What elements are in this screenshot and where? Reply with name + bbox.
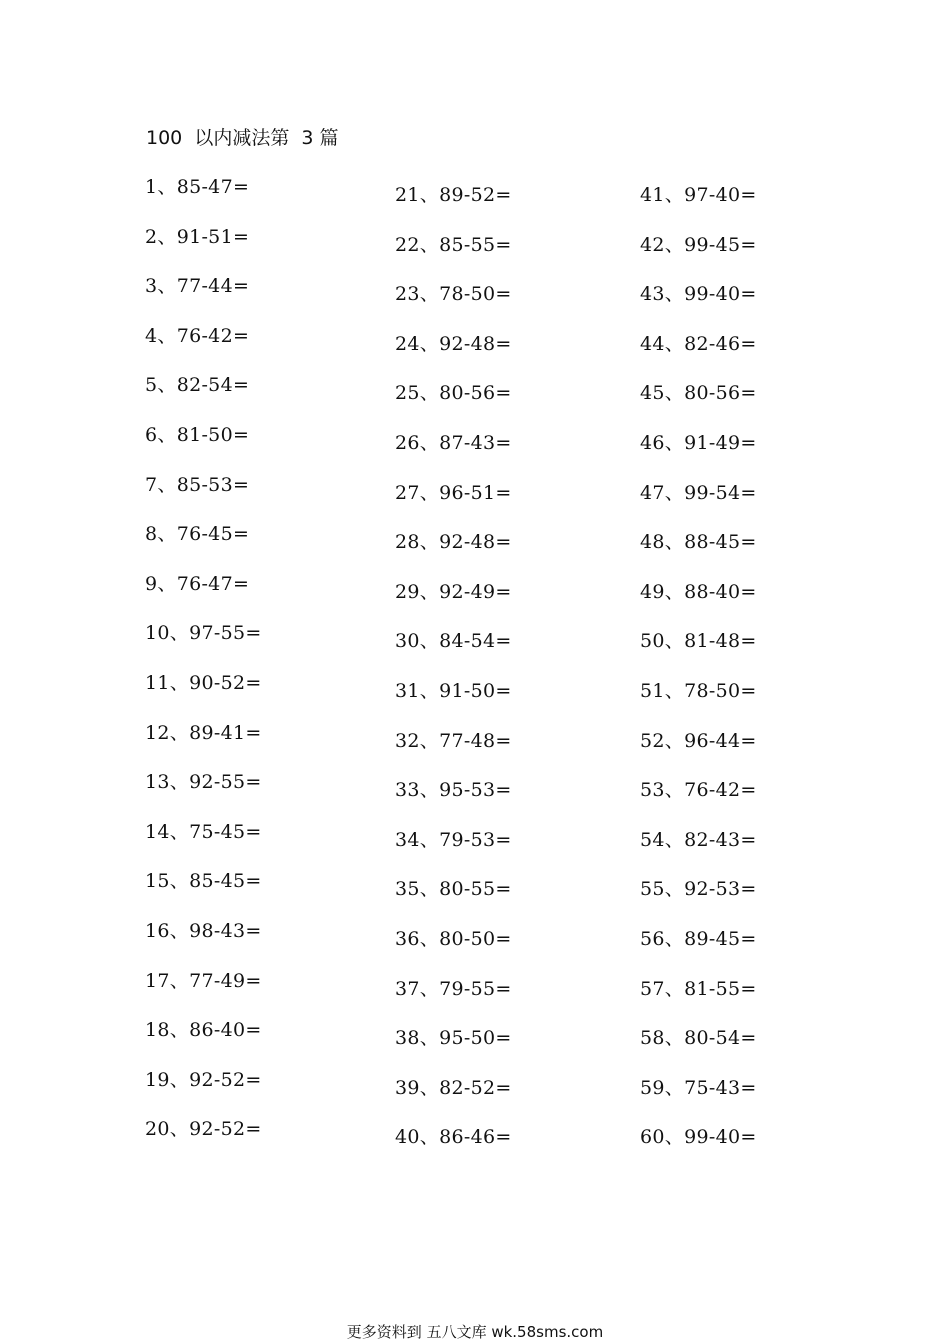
subtraction-problem: 21、89-52= [395,184,512,206]
subtraction-problem: 45、80-56= [640,382,757,405]
subtraction-problem: 38、95-50= [395,1027,512,1050]
subtraction-problem: 42、99-45= [640,233,757,256]
subtraction-problem: 3、77-44= [145,275,250,298]
subtraction-problem: 44、82-46= [640,332,757,355]
subtraction-problem: 55、92-53= [640,878,757,901]
subtraction-problem: 56、89-45= [640,927,757,950]
subtraction-problem: 57、81-55= [640,977,757,1000]
subtraction-problem: 47、99-54= [640,481,757,504]
footer-source-text: 更多资料到 五八文库 wk.58sms.com [346,1323,604,1341]
subtraction-problem: 34、79-53= [395,828,512,851]
page-title: 100 以内减法第 3 篇 [146,127,339,149]
subtraction-problem: 14、75-45= [145,820,262,843]
subtraction-problem: 31、91-50= [395,679,512,702]
subtraction-problem: 1、85-47= [145,176,250,198]
subtraction-problem: 15、85-45= [145,870,262,893]
problem-column-3 [640,183,757,1175]
subtraction-problem: 59、75-43= [640,1076,757,1099]
problem-column-1 [145,175,262,1167]
subtraction-problem: 60、99-40= [640,1126,757,1149]
subtraction-problem: 12、89-41= [145,721,262,744]
subtraction-problem: 2、91-51= [145,225,250,248]
subtraction-problem: 9、76-47= [145,572,250,595]
subtraction-problem: 35、80-55= [395,878,512,901]
subtraction-problem: 8、76-45= [145,523,250,546]
subtraction-problem: 50、81-48= [640,630,757,653]
subtraction-problem: 24、92-48= [395,332,512,355]
subtraction-problem: 19、92-52= [145,1068,262,1091]
subtraction-problem: 54、82-43= [640,828,757,851]
subtraction-problem: 53、76-42= [640,779,757,802]
subtraction-problem: 22、85-55= [395,233,512,256]
subtraction-problem: 33、95-53= [395,779,512,802]
subtraction-problem: 46、91-49= [640,431,757,454]
subtraction-problem: 41、97-40= [640,184,757,206]
subtraction-problem: 32、77-48= [395,729,512,752]
subtraction-problem: 26、87-43= [395,431,512,454]
subtraction-problem: 7、85-53= [145,473,250,496]
subtraction-problem: 18、86-40= [145,1019,262,1042]
subtraction-problem: 27、96-51= [395,481,512,504]
subtraction-problem: 51、78-50= [640,679,757,702]
subtraction-problem: 11、90-52= [145,671,262,694]
subtraction-problem: 6、81-50= [145,423,250,446]
subtraction-problem: 30、84-54= [395,630,512,653]
problem-column-2 [395,183,512,1175]
subtraction-problem: 29、92-49= [395,580,512,603]
subtraction-problem: 4、76-42= [145,324,250,347]
subtraction-problem: 36、80-50= [395,927,512,950]
subtraction-problem: 39、82-52= [395,1076,512,1099]
subtraction-problem: 10、97-55= [145,622,262,645]
subtraction-problem: 40、86-46= [395,1126,512,1149]
subtraction-problem: 23、78-50= [395,283,512,306]
subtraction-problem: 20、92-52= [145,1118,262,1141]
subtraction-problem: 28、92-48= [395,531,512,554]
subtraction-problem: 58、80-54= [640,1027,757,1050]
subtraction-problem: 16、98-43= [145,919,262,942]
subtraction-problem: 49、88-40= [640,580,757,603]
subtraction-problem: 43、99-40= [640,283,757,306]
subtraction-problem: 17、77-49= [145,969,262,992]
subtraction-problem: 48、88-45= [640,531,757,554]
subtraction-problem: 37、79-55= [395,977,512,1000]
subtraction-problem: 5、82-54= [145,374,250,397]
subtraction-problem: 13、92-55= [145,771,262,794]
subtraction-problem: 52、96-44= [640,729,757,752]
subtraction-problem: 25、80-56= [395,382,512,405]
